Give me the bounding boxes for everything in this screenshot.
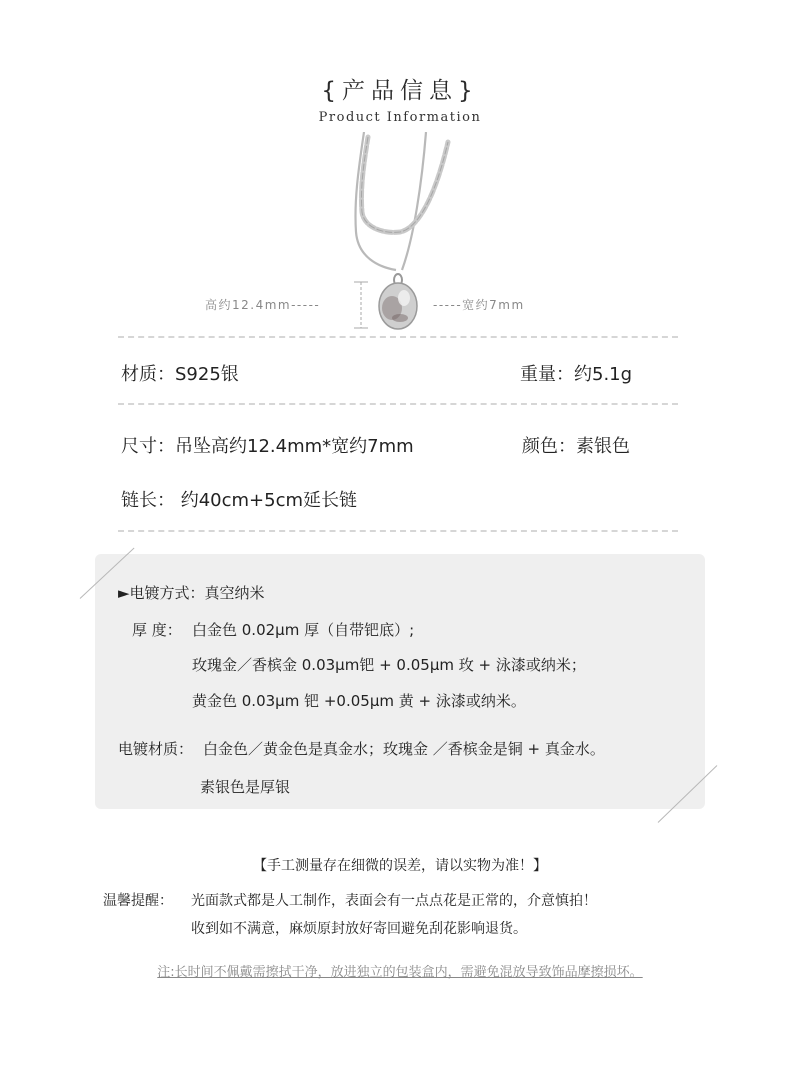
- spec-size: 尺寸：吊坠高约12.4mm*宽约7mm: [121, 436, 414, 457]
- product-info-subtitle: Product Information: [318, 110, 482, 125]
- plating-thickness-rose: 玫瑰金／香槟金 0.03μm钯 + 0.05μm 玫 + 泳漆或纳米；: [192, 656, 586, 674]
- divider: [118, 530, 678, 532]
- measurement-notice: 【手工测量存在细微的误差，请以实物为准！】: [253, 858, 547, 874]
- divider: [118, 336, 678, 338]
- pendant-width-label: -----宽约7mm: [433, 298, 525, 312]
- plating-material-silver: 素银色是厚银: [200, 778, 291, 796]
- plating-material-label: 电镀材质：: [118, 740, 194, 758]
- divider: [118, 403, 678, 405]
- tip-label: 温馨提醒：: [103, 893, 173, 909]
- plating-thickness-label: 厚 度：: [132, 621, 182, 639]
- plating-thickness-white: 白金色 0.02μm 厚（自带钯底）;: [192, 621, 415, 639]
- tip-line-2: 收到如不满意，麻烦原封放好寄回避免刮花影响退货。: [191, 921, 527, 937]
- spec-weight: 重量：约5.1g: [520, 364, 633, 385]
- plating-thickness-yellow: 黄金色 0.03μm 钯 +0.05μm 黄 + 泳漆或纳米。: [192, 692, 526, 710]
- spec-chain-length: 链长： 约40cm+5cm延长链: [121, 490, 358, 511]
- spec-material: 材质：S925银: [121, 364, 239, 385]
- care-note: 注:长时间不佩戴需擦拭干净，放进独立的包装盒内，需避免混放导致饰品摩擦损坏。: [157, 965, 643, 980]
- pendant-height-label: 高约12.4mm-----: [205, 298, 321, 312]
- tip-line-1: 光面款式都是人工制作，表面会有一点点花是正常的，介意慎拍！: [191, 893, 597, 909]
- product-info-title: {产品信息}: [321, 78, 479, 104]
- plating-method: ►电镀方式：真空纳米: [118, 584, 265, 602]
- plating-material-text: 白金色／黄金色是真金水；玫瑰金 ／香槟金是铜 + 真金水。: [203, 740, 605, 758]
- spec-color: 颜色：素银色: [522, 436, 630, 457]
